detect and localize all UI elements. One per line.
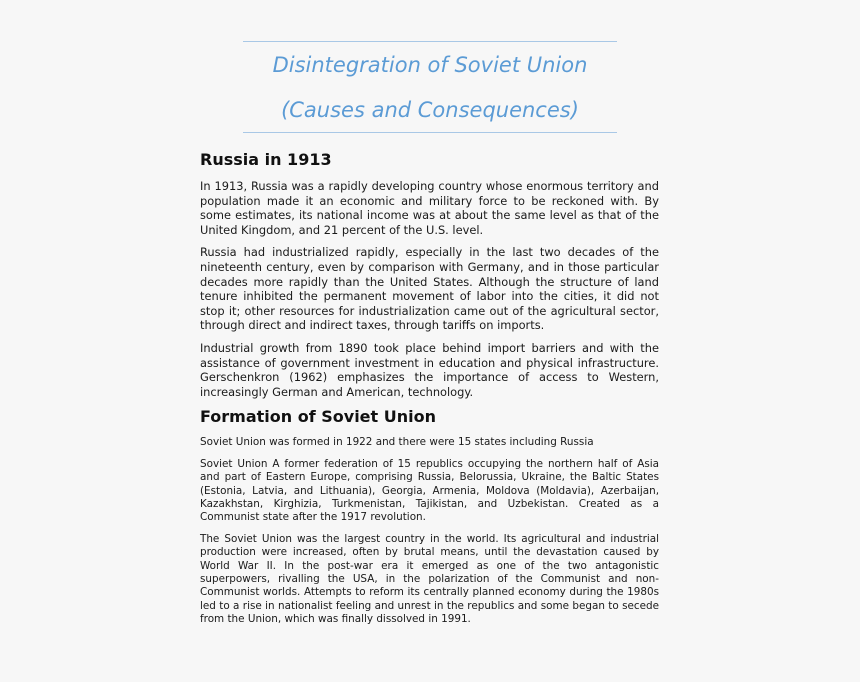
section-heading: Russia in 1913 [200,150,332,169]
section-formation-soviet-union [200,407,659,626]
paragraph: Soviet Union was formed in 1922 and there were 15 states including Russia [200,436,594,449]
document-title: Disintegration of Soviet Union [272,53,588,77]
section-heading: Formation of Soviet Union [200,407,436,427]
paragraph: The Soviet Union was the largest country in the world. Its agricultural and industrial production were increased, often by brutal means, until the devastation caused by World War II. In the post-war era it emerged as one of the two antagonistic superpowers, rivalling the USA, in the polarization of the Communist and non-Communist worlds. Attempts to reform its centrally planned economy during the 1980s led to a rise in nationalist feeling and unrest in the republics and some began to secede from the Union, which was finally dissolved in 1991. [200,532,659,626]
paragraph: In 1913, Russia was a rapidly developing country whose enormous territory and population made it an economic and military force to be reckoned with. By some estimates, its national income was at about the same level as that of the United Kingdom, and 21 percent of the U.S. level. [200,179,659,237]
section-russia-1913 [200,150,659,399]
paragraph: Soviet Union A former federation of 15 republics occupying the northern half of Asia and part of Eastern Europe, comprising Russia, Belorussia, Ukraine, the Baltic States (Estonia, Latvia, and Lithuania), Georgia, Armenia, Moldova (Moldavia), Azerbaijan, Kazakhstan, Kirghizia, Turkmenistan, Tajikistan, and Uzbekistan. Created as a Communist state after the 1917 revolution. [200,457,659,524]
paragraph: Industrial growth from 1890 took place behind import barriers and with the assistance of government investment in education and physical infrastructure. Gerschenkron (1962) emphasizes the importance of access to Western, increasingly German and American, technology. [200,340,659,399]
title-block [243,41,617,133]
document-subtitle: (Causes and Consequences) [281,98,579,122]
document-body [200,150,659,627]
paragraph: Russia had industrialized rapidly, especially in the last two decades of the nineteenth century, even by comparison with Germany, and in those particular decades more rapidly than the United States. Although the structure of land tenure inhibited the permanent movement of labor into the cities, it did not stop it; other resources for industrialization came out of the agricultural sector, through direct and indirect taxes, through tariffs on imports. [200,245,659,333]
